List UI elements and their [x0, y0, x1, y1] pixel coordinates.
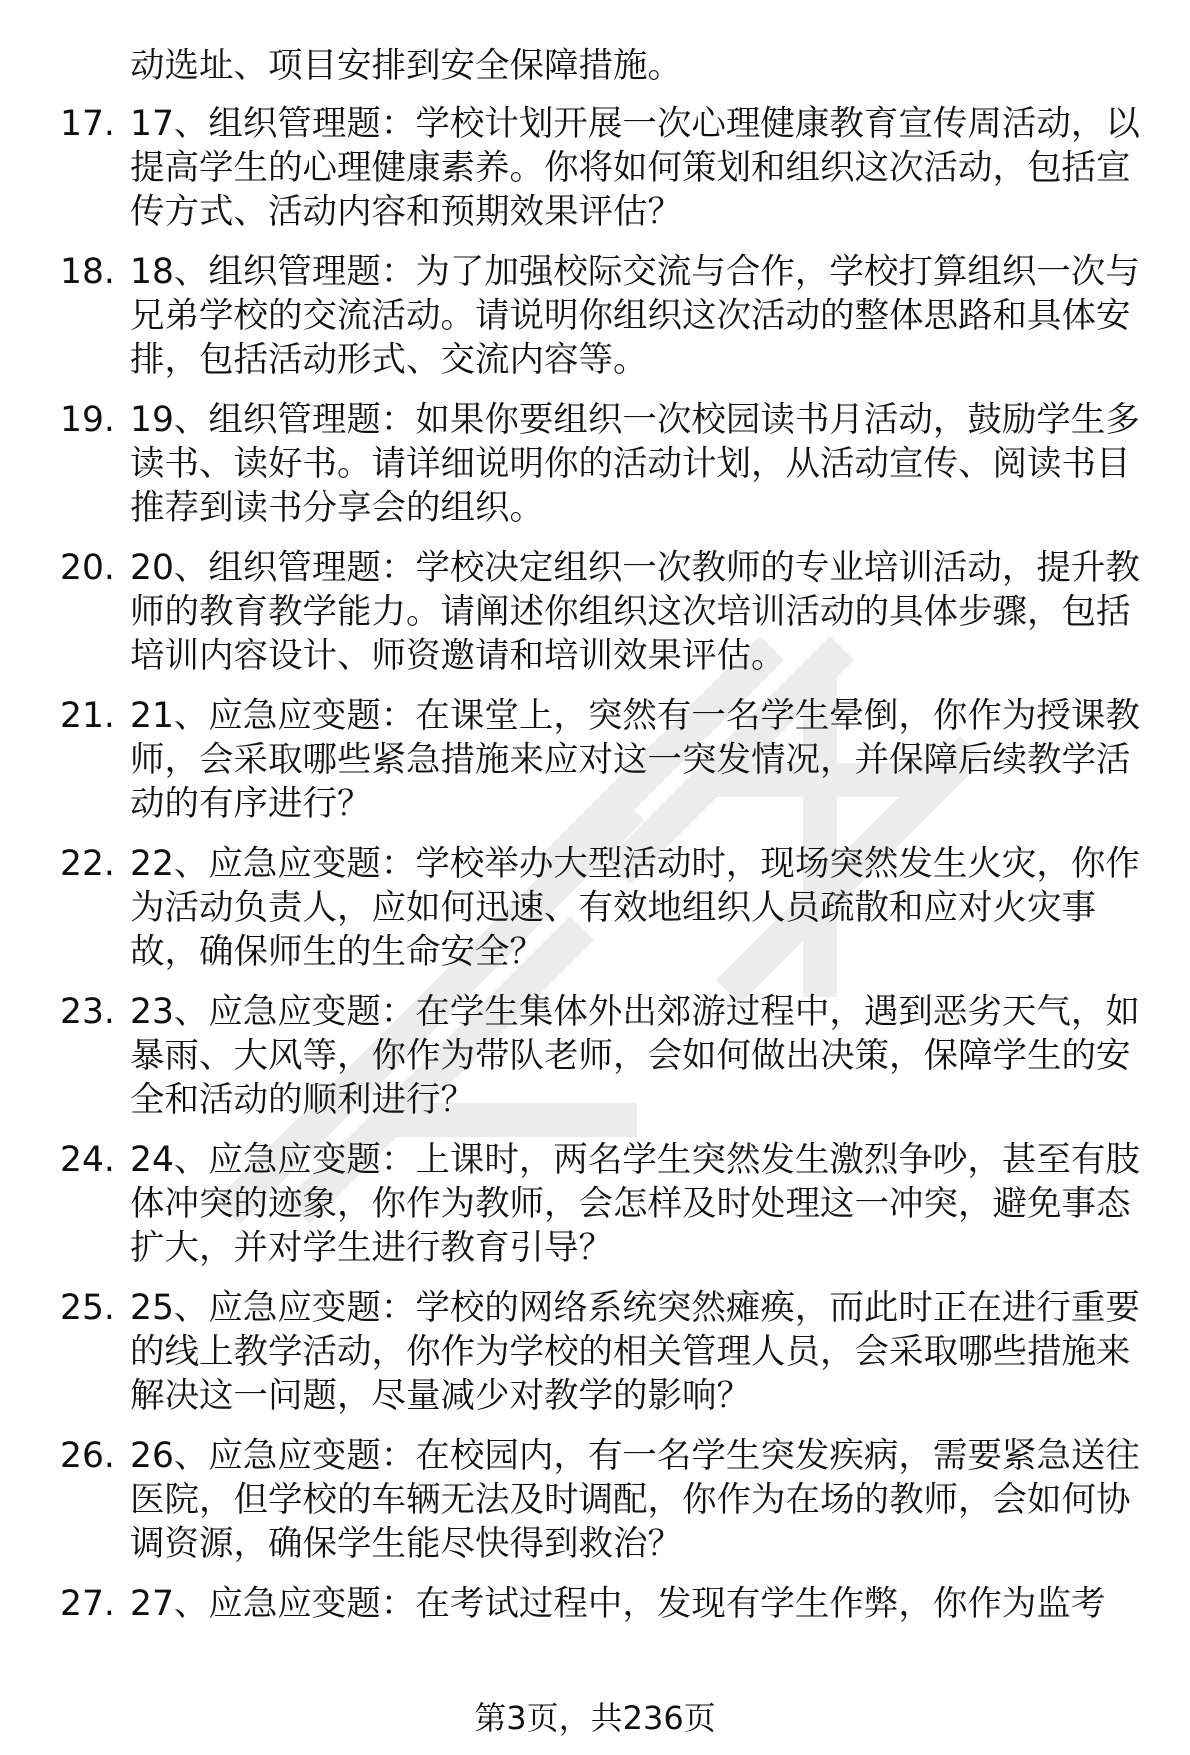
- question-item-24: [0, 1138, 1190, 1270]
- page-footer: 第3页，共236页: [474, 1699, 716, 1737]
- question-text: 26、应急应变题：在校园内，有一名学生突发疾病，需要紧急送往医院，但学校的车辆无法及时调配，你作为在场的教师，会如何协调资源，确保学生能尽快得到救治？: [130, 1436, 1140, 1564]
- question-item-27: [0, 1582, 1190, 1626]
- question-item-26: [0, 1434, 1190, 1566]
- question-number: 25.: [60, 1288, 115, 1328]
- question-number: 21.: [60, 696, 115, 736]
- question-number: 23.: [60, 992, 115, 1032]
- question-text: 19、组织管理题：如果你要组织一次校园读书月活动，鼓励学生多读书、读好书。请详细说明你的活动计划，从活动宣传、阅读书目推荐到读书分享会的组织。: [130, 400, 1140, 528]
- question-content: [0, 44, 1190, 1642]
- question-text: 20、组织管理题：学校决定组织一次教师的专业培训活动，提升教师的教育教学能力。请阐述你组织这次培训活动的具体步骤，包括培训内容设计、师资邀请和培训效果评估。: [130, 548, 1140, 676]
- question-text: 17、组织管理题：学校计划开展一次心理健康教育宣传周活动，以提高学生的心理健康素养。你将如何策划和组织这次活动，包括宣传方式、活动内容和预期效果评估？: [130, 104, 1140, 232]
- question-item-19: [0, 398, 1190, 530]
- continued-question-text: 动选址、项目安排到安全保障措施。: [130, 46, 682, 86]
- question-text: 22、应急应变题：学校举办大型活动时，现场突然发生火灾，你作为活动负责人，应如何迅速、有效地组织人员疏散和应对火灾事故，确保师生的生命安全？: [130, 844, 1140, 972]
- question-item-25: [0, 1286, 1190, 1418]
- question-item-20: [0, 546, 1190, 678]
- question-item-22: [0, 842, 1190, 974]
- question-number: 20.: [60, 548, 115, 588]
- question-number: 27.: [60, 1584, 115, 1624]
- question-number: 18.: [60, 252, 115, 292]
- question-number: 24.: [60, 1140, 115, 1180]
- question-number: 17.: [60, 104, 115, 144]
- question-text: 23、应急应变题：在学生集体外出郊游过程中，遇到恶劣天气，如暴雨、大风等，你作为带队老师，会如何做出决策，保障学生的安全和活动的顺利进行？: [130, 992, 1140, 1120]
- question-text: 21、应急应变题：在课堂上，突然有一名学生晕倒，你作为授课教师，会采取哪些紧急措施来应对这一突发情况，并保障后续教学活动的有序进行？: [130, 696, 1140, 824]
- question-text: 27、应急应变题：在考试过程中，发现有学生作弊，你作为监考: [130, 1584, 1106, 1624]
- question-text: 18、组织管理题：为了加强校际交流与合作，学校打算组织一次与兄弟学校的交流活动。请说明你组织这次活动的整体思路和具体安排，包括活动形式、交流内容等。: [130, 252, 1140, 380]
- question-item-18: [0, 250, 1190, 382]
- question-item-23: [0, 990, 1190, 1122]
- question-number: 22.: [60, 844, 115, 884]
- question-number: 19.: [60, 400, 115, 440]
- question-text: 24、应急应变题：上课时，两名学生突然发生激烈争吵，甚至有肢体冲突的迹象，你作为教师，会怎样及时处理这一冲突，避免事态扩大，并对学生进行教育引导？: [130, 1140, 1140, 1268]
- question-item-17: [0, 102, 1190, 234]
- question-list: [0, 102, 1190, 1626]
- question-number: 26.: [60, 1436, 115, 1476]
- question-item-21: [0, 694, 1190, 826]
- question-text: 25、应急应变题：学校的网络系统突然瘫痪，而此时正在进行重要的线上教学活动，你作为学校的相关管理人员，会采取哪些措施来解决这一问题，尽量减少对教学的影响？: [130, 1288, 1140, 1416]
